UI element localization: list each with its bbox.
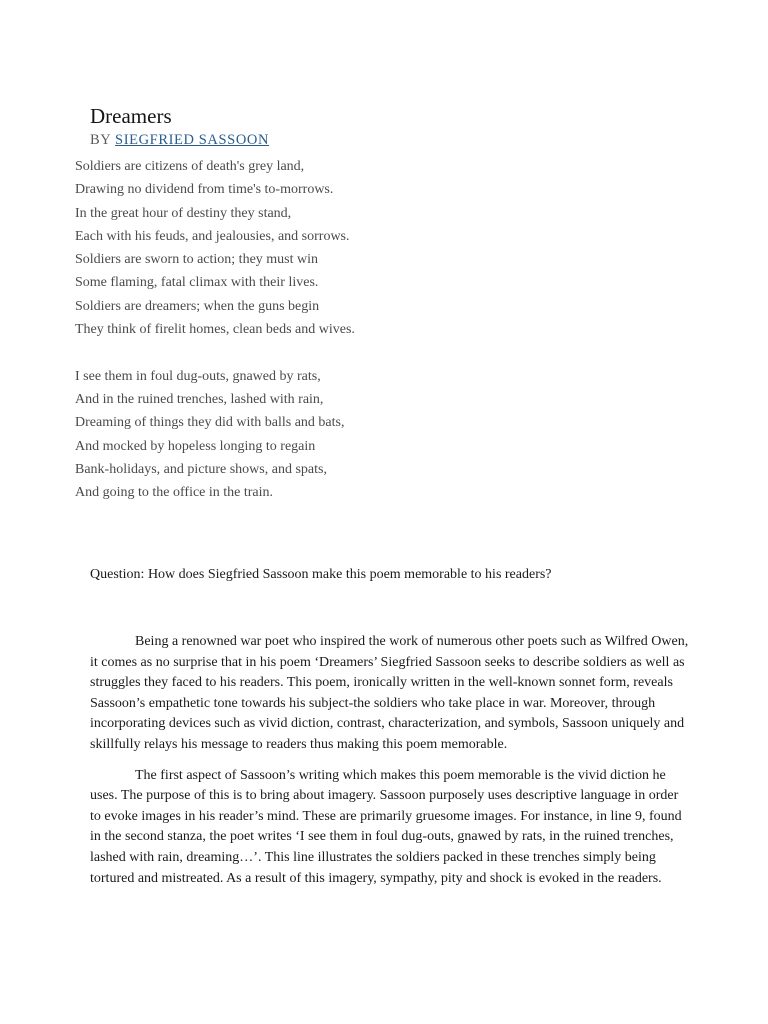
author-link[interactable]: SIEGFRIED SASSOON [115, 132, 270, 148]
byline-prefix: BY [90, 132, 116, 148]
poem-line: They think of firelit homes, clean beds and wives. [75, 322, 355, 338]
poem-line: Soldiers are sworn to action; they must win [75, 252, 319, 268]
poem-line: And mocked by hopeless longing to regain [75, 438, 316, 454]
poem-line: In the great hour of destiny they stand, [75, 205, 292, 221]
essay-paragraph: The first aspect of Sassoon’s writing which makes this poem memorable is the vivid diction he uses. The purpose of this is to bring about imagery. Sassoon purposely uses descriptive language in order to evoke images in his reader’s mind. These are primarily gruesome images. For instance, in line 9, found in the second stanza, the poet writes ‘I see them in foul dug-outs, gnawed by rats, in the ruined trenches, lashed with rain, dreaming…’. This line illustrates the soldiers packed in these trenches simply being tortured and mistreated. As a result of this imagery, sympathy, pity and shock is evoked in the readers. [90, 767, 682, 886]
essay-question: Question: How does Siegfried Sassoon make this poem memorable to his readers? [90, 567, 552, 582]
poem-title: Dreamers [90, 104, 172, 128]
poem-line: Soldiers are dreamers; when the guns begin [75, 298, 320, 314]
poem-line: And going to the office in the train. [75, 485, 274, 501]
poem-line: Soldiers are citizens of death's grey land, [75, 159, 305, 174]
poem-line: Bank-holidays, and picture shows, and spats, [75, 461, 327, 477]
poem-line: Some flaming, fatal climax with their lives. [75, 275, 319, 291]
stanza-break [75, 341, 355, 364]
poem-line: Each with his feuds, and jealousies, and sorrows. [75, 228, 350, 244]
poem-line: And in the ruined trenches, lashed with rain, [75, 391, 324, 407]
essay-body [90, 632, 690, 899]
poem-line: Dreaming of things they did with balls and bats, [75, 415, 345, 431]
essay-paragraph: Being a renowned war poet who inspired the work of numerous other poets such as Wilfred Owen, it comes as no surprise that in his poem ‘Dreamers’ Siegfried Sassoon seeks to describe soldiers as well as struggles they faced to his readers. This poem, ironically written in the well-known sonnet form, reveals Sassoon’s empathetic tone towards his subject-the soldiers who take place in war. Moreover, through incorporating devices such as vivid diction, contrast, characterization, and symbols, Sassoon uniquely and skillfully relays his message to readers thus making this poem memorable. [90, 634, 689, 752]
byline [90, 132, 269, 149]
poem-line: Drawing no dividend from time's to-morrows. [75, 182, 334, 198]
poem-body [75, 155, 355, 504]
poem-line: I see them in foul dug-outs, gnawed by rats, [75, 368, 321, 384]
